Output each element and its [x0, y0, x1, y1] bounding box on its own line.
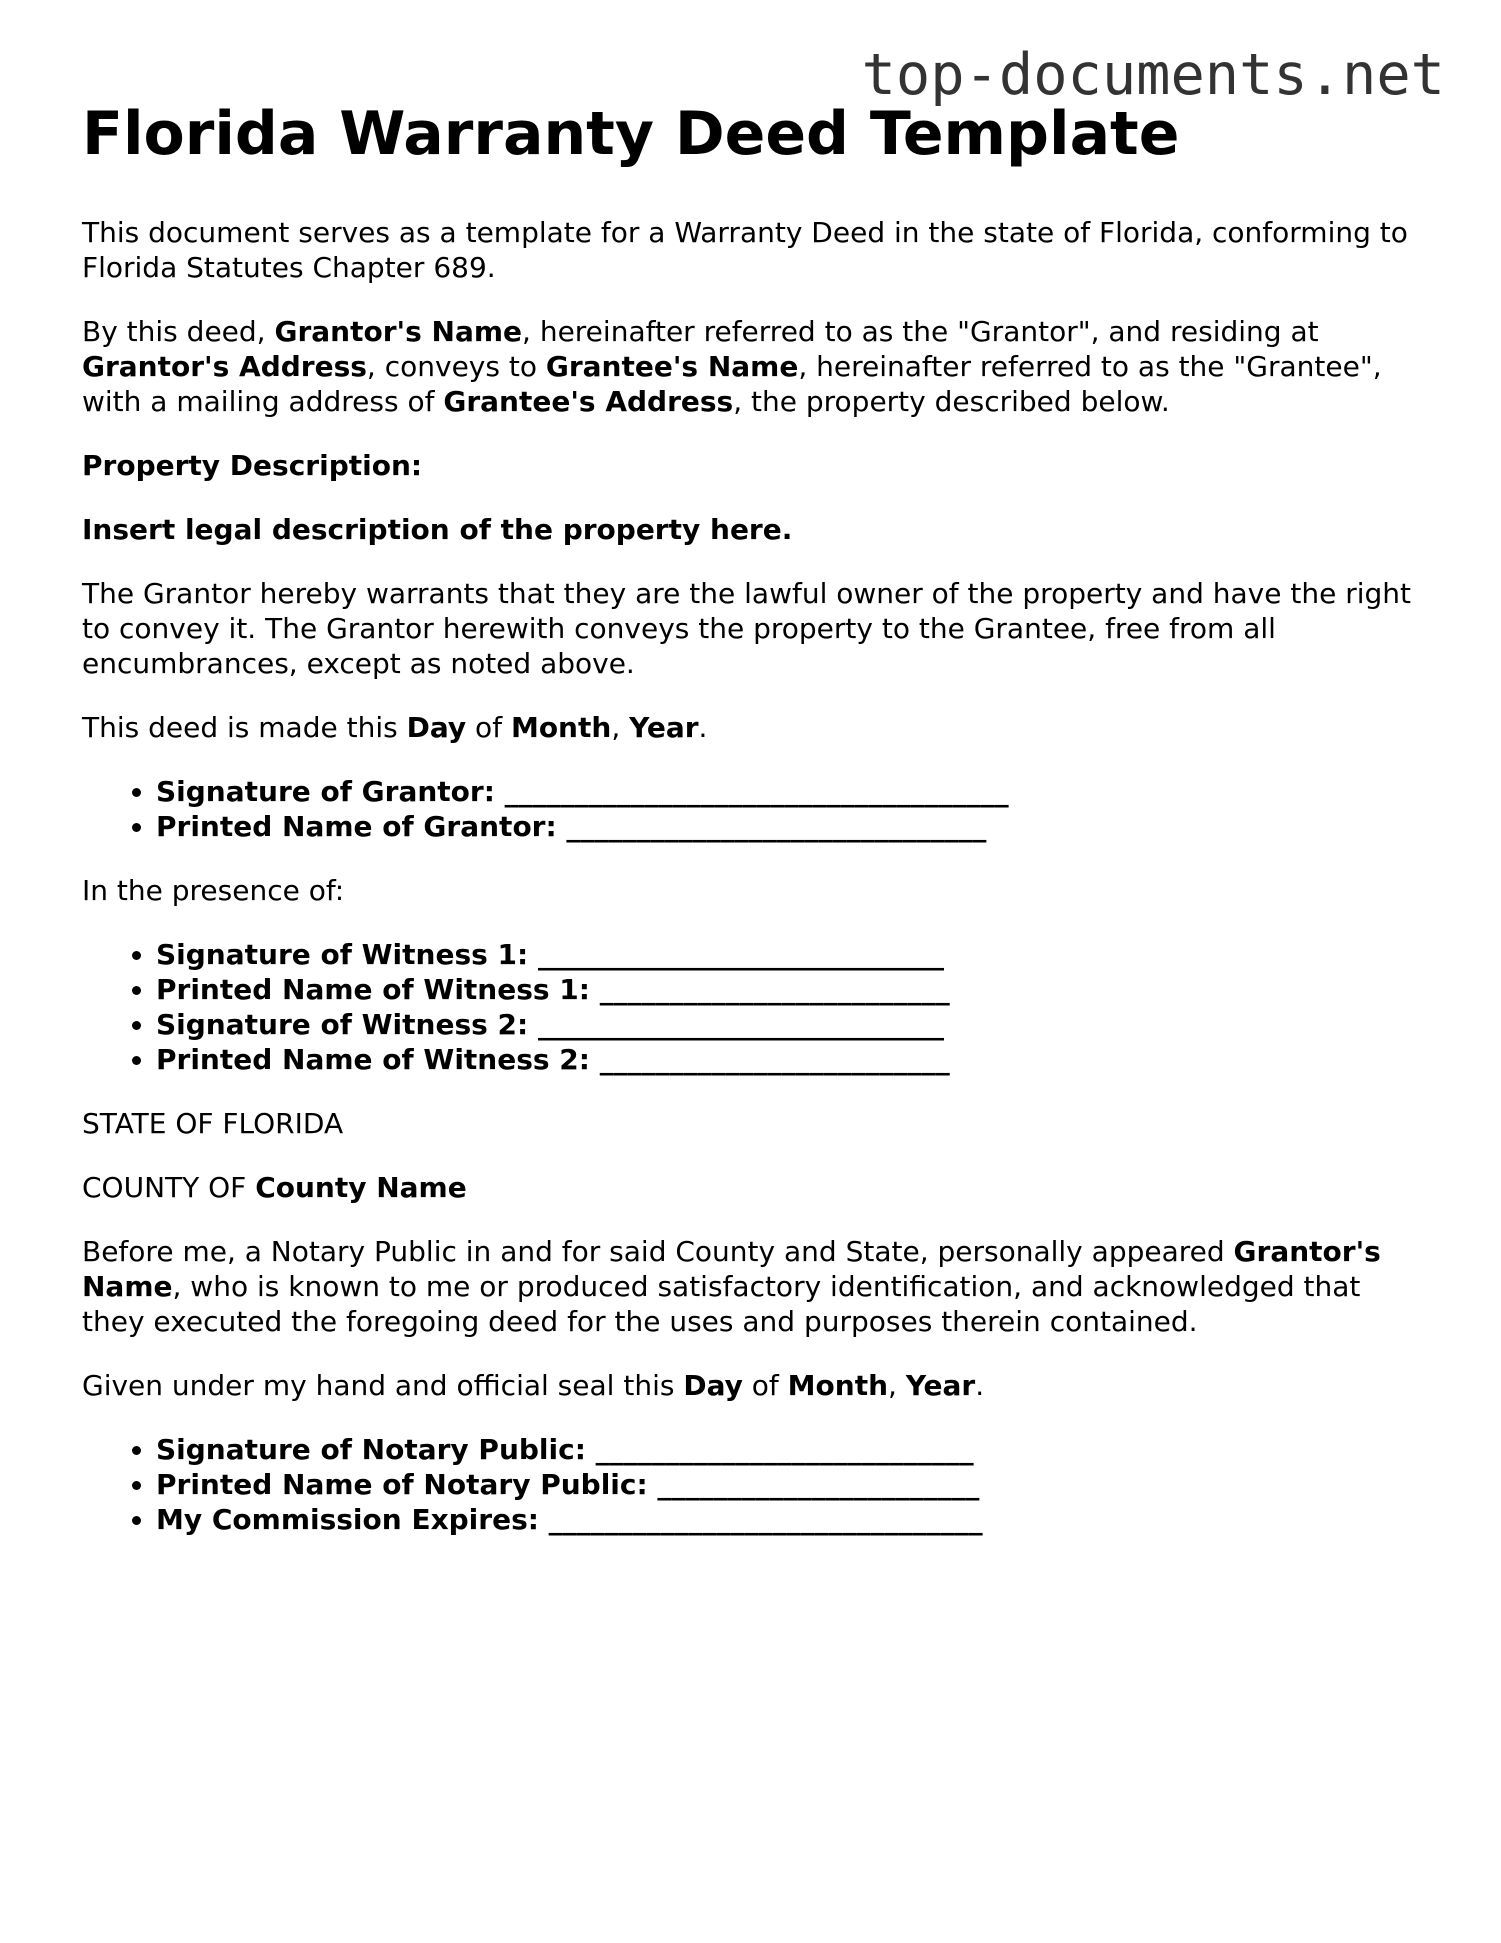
conveyance-text: , conveys to	[366, 350, 546, 383]
conveyance-text: , hereinafter referred to as the "Grantor", and residing at	[522, 315, 1319, 348]
day-placeholder: Day	[683, 1369, 743, 1402]
county-line	[82, 1170, 1422, 1205]
conveyance-paragraph	[82, 314, 1422, 419]
property-heading-text: Property Description:	[82, 449, 423, 482]
made-date-line	[82, 710, 1422, 745]
made-date-text: This deed is made this	[82, 711, 407, 744]
witness-signature-list	[82, 937, 1422, 1077]
notary-acknowledgment-paragraph	[82, 1234, 1422, 1339]
month-placeholder: Month	[510, 711, 612, 744]
made-date-text: .	[698, 711, 708, 744]
month-placeholder: Month	[787, 1369, 889, 1402]
commission-expires-line: • My Commission Expires: _______________________________	[156, 1502, 1422, 1537]
seal-date-text: .	[975, 1369, 985, 1402]
witness-1-signature-line: • Signature of Witness 1: _____________________________	[156, 937, 1422, 972]
made-date-text: of	[466, 711, 511, 744]
conveyance-text: , hereinafter referred to as the "Grantee", with a mailing address of	[82, 350, 1382, 418]
seal-date-text: ,	[888, 1369, 906, 1402]
state-line: STATE OF FLORIDA	[82, 1107, 344, 1140]
notary-ack-text: Before me, a Notary Public in and for said County and State, personally appeared	[82, 1235, 1234, 1268]
property-heading	[82, 448, 1422, 483]
warranty-paragraph: The Grantor hereby warrants that they are the lawful owner of the property and have the right to convey it. The Grantor herewith conveys the property to the Grantee, free from all encumbrances, except as noted above.	[82, 577, 1411, 680]
witness-2-printed-name-line: • Printed Name of Witness 2: _________________________	[156, 1042, 1422, 1077]
made-date-text: ,	[611, 711, 630, 744]
grantor-name-placeholder: Grantor's Name	[82, 1235, 1381, 1303]
day-placeholder: Day	[406, 711, 467, 744]
county-name-placeholder: County Name	[255, 1171, 467, 1204]
notary-ack-text: , who is known to me or produced satisfactory identification, and acknowledged that they executed the foregoing deed for the uses and purposes therein contained.	[82, 1270, 1361, 1338]
presence-line: In the presence of:	[82, 874, 345, 907]
county-label: COUNTY OF	[82, 1171, 256, 1204]
page-title: Florida Warranty Deed Template	[82, 99, 1180, 169]
seal-date-text: of	[742, 1369, 788, 1402]
conveyance-text: , the property described below.	[733, 385, 1170, 418]
conveyance-text: By this deed,	[82, 315, 275, 348]
property-placeholder	[82, 512, 1422, 547]
witness-1-printed-name-line: • Printed Name of Witness 1: _________________________	[156, 972, 1422, 1007]
property-placeholder-text: Insert legal description of the property here.	[82, 513, 793, 546]
grantee-address-placeholder: Grantee's Address	[443, 385, 734, 418]
grantor-signature-list	[82, 774, 1422, 844]
year-placeholder: Year	[905, 1369, 976, 1402]
intro-paragraph: This document serves as a template for a Warranty Deed in the state of Florida, conforming to Florida Statutes Chapter 689.	[82, 216, 1408, 284]
document	[82, 100, 1422, 1566]
grantor-printed-name-line: • Printed Name of Grantor: ______________________________	[156, 809, 1422, 844]
grantee-name-placeholder: Grantee's Name	[545, 350, 799, 383]
seal-date-line	[82, 1368, 1422, 1403]
notary-printed-name-line: • Printed Name of Notary Public: _______________________	[156, 1467, 1422, 1502]
grantor-address-placeholder: Grantor's Address	[82, 350, 367, 383]
notary-signature-line: • Signature of Notary Public: ___________________________	[156, 1432, 1422, 1467]
grantor-name-placeholder: Grantor's Name	[274, 315, 523, 348]
notary-signature-list	[82, 1432, 1422, 1537]
watermark: top-documents.net	[861, 42, 1445, 108]
seal-date-text: Given under my hand and official seal this	[82, 1369, 684, 1402]
year-placeholder: Year	[629, 711, 699, 744]
witness-2-signature-line: • Signature of Witness 2: _____________________________	[156, 1007, 1422, 1042]
grantor-signature-line: • Signature of Grantor: ____________________________________	[156, 774, 1422, 809]
